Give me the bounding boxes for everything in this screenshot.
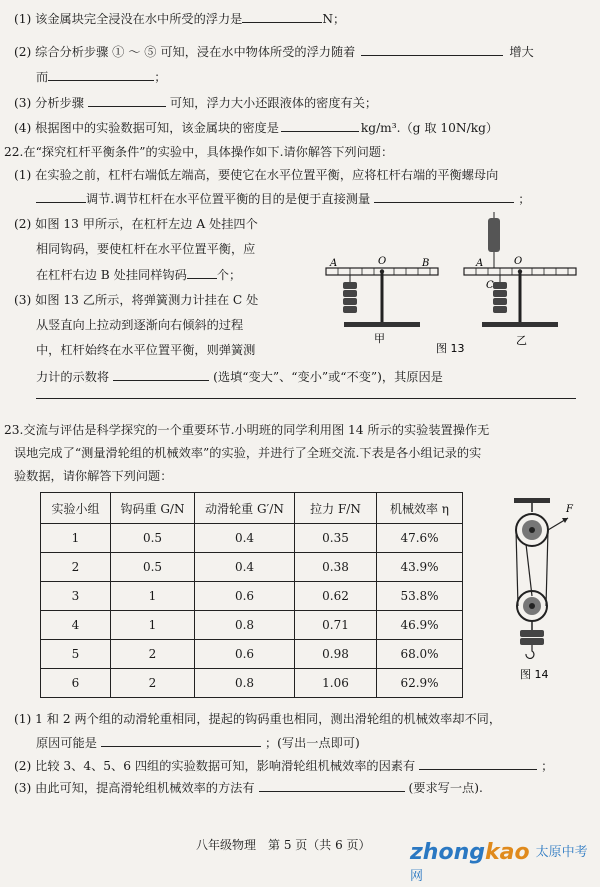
table-header-row [41,493,463,524]
q23-answer-3: (2) 比较 3、4、5、6 四组的实验数据可知，影响滑轮组机械效率的因素有 ； [14,759,554,773]
table-cell: 47.6% [377,524,463,553]
label-F: F [566,504,573,515]
table-cell: 2 [41,553,111,582]
label-C: C [486,280,494,291]
table-cell: 0.8 [195,669,295,698]
table-row [41,582,463,611]
q23-answer-4: (3) 由此可知，提高滑轮组机械效率的方法有 (要求写一点). [14,781,483,795]
table-cell: 0.5 [111,553,195,582]
table-cell: 62.9% [377,669,463,698]
table-cell: 0.62 [295,582,377,611]
hook-weight [520,630,544,637]
table-cell: 1 [111,582,195,611]
table-cell: 5 [41,640,111,669]
watermark [410,840,600,887]
figure-13-caption: 图 13 [436,342,465,355]
q22-line-8: 中，杠杆始终在水平位置平衡，则弹簧测 [36,343,256,357]
table-cell: 53.8% [377,582,463,611]
table-row [41,669,463,698]
table-cell: 0.71 [295,611,377,640]
answer-blank[interactable] [281,120,359,132]
header-cell: 动滑轮重 G′/N [195,493,295,524]
watermark-brand-1: zhong [410,840,485,865]
table-cell: 0.8 [195,611,295,640]
table-row [41,553,463,582]
answer-line[interactable] [36,398,576,399]
table-cell: 0.98 [295,640,377,669]
q22-line-7: 从竖直向上拉动到逐渐向右倾斜的过程 [36,318,244,332]
label-O: O [378,256,387,267]
table-cell: 1 [111,611,195,640]
answer-blank[interactable] [259,780,405,792]
answer-blank[interactable] [242,11,322,23]
data-table [40,492,463,698]
table-cell: 0.4 [195,553,295,582]
table-cell: 46.9% [377,611,463,640]
answer-blank[interactable] [419,758,537,770]
watermark-brand-2: kao [485,840,530,865]
q22-line-9: 力计的示数将 (选填“变大”、“变小”或“不变”)，其原因是 [36,370,443,384]
q23-answer-1: (1) 1 和 2 两个组的动滑轮重相同，提起的钩码重也相同，测出滑轮组的机械效率却不同， [14,712,502,726]
table-row [41,640,463,669]
table-cell: 0.38 [295,553,377,582]
label-B: B [422,258,430,269]
q22-line-1: (1) 在实验之前，杠杆右端低左端高，要使它在水平位置平衡，应将杠杆右端的平衡螺母向 [14,168,499,182]
table-cell: 2 [111,640,195,669]
q22-line-6: (3) 如图 13 乙所示，将弹簧测力计挂在 C 处 [14,293,259,307]
table-cell: 1 [41,524,111,553]
label-jia: 甲 [374,332,385,345]
table-cell: 68.0% [377,640,463,669]
figure-14-caption: 图 14 [520,668,549,681]
q22-line-4: 相同钩码，要使杠杆在水平位置平衡，应 [36,242,256,256]
answer-blank[interactable] [36,191,86,203]
header-cell: 机械效率 η [377,493,463,524]
lever-jia [326,268,438,327]
watermark-site: 太原中考网 [410,845,588,884]
q22-line-2: 调节.调节杠杆在水平位置平衡的目的是便于直接测量 ； [36,191,530,207]
q23-answer-2: 原因可能是 ；(写出一点即可) [36,736,360,750]
answer-blank[interactable] [101,735,261,747]
spring-scale [488,218,500,252]
q21-line-1: (1) 该金属块完全浸没在水中所受的浮力是 N； [14,12,346,26]
table-row [41,611,463,640]
figure-14 [500,496,584,686]
q21-line-4: (3) 分析步骤 可知，浮力大小还跟液体的密度有关； [14,96,378,110]
header-cell: 钩码重 G/N [111,493,195,524]
table-cell: 0.35 [295,524,377,553]
answer-blank[interactable] [187,267,217,279]
table-cell: 1.06 [295,669,377,698]
answer-blank[interactable] [374,191,514,203]
answer-blank[interactable] [361,44,503,56]
q22-line-5: 在杠杆右边 B 处挂同样钩码 个； [36,268,242,282]
header-cell: 实验小组 [41,493,111,524]
q21-line-5: (4) 根据图中的实验数据可知，该金属块的密度是 kg/m³.（g 取 10N/kg） [14,121,499,135]
figure-13 [318,212,588,362]
table-cell: 0.6 [195,582,295,611]
table-cell: 0.6 [195,640,295,669]
q23-line-1: 23.交流与评估是科学探究的一个重要环节.小明班的同学利用图 14 所示的实验装置操作无 [4,423,490,437]
label-A: A [476,258,484,269]
label-yi: 乙 [516,334,527,347]
q22-line-3: (2) 如图 13 甲所示，在杠杆左边 A 处挂四个 [14,217,258,231]
q21-line-2: (2) 综合分析步骤 ① ～ ⑤ 可知，浸在水中物体所受的浮力随着 增大 [14,45,534,59]
q21-line-3: 而 ； [36,70,167,84]
lever-yi [464,212,576,327]
table-cell: 0.5 [111,524,195,553]
header-cell: 拉力 F/N [295,493,377,524]
answer-blank[interactable] [48,69,154,81]
q23-line-3: 验数据，请你解答下列问题： [14,469,173,483]
q23-line-2: 误地完成了“测量滑轮组的机械效率”的实验，并进行了全班交流.下表是各小组记录的实 [14,446,482,460]
table-cell: 6 [41,669,111,698]
answer-blank[interactable] [88,95,166,107]
q22-title: 22.在“探究杠杆平衡条件”的实验中，具体操作如下.请你解答下列问题： [4,145,394,159]
ceiling-mount [514,498,550,503]
table-cell: 43.9% [377,553,463,582]
table-cell: 4 [41,611,111,640]
page-footer: 八年级物理 第 5 页（共 6 页） [196,838,371,852]
label-A: A [330,258,338,269]
table-row [41,524,463,553]
label-O: O [514,256,523,267]
table-cell: 3 [41,582,111,611]
table-cell: 0.4 [195,524,295,553]
answer-blank[interactable] [113,369,209,381]
table-cell: 2 [111,669,195,698]
